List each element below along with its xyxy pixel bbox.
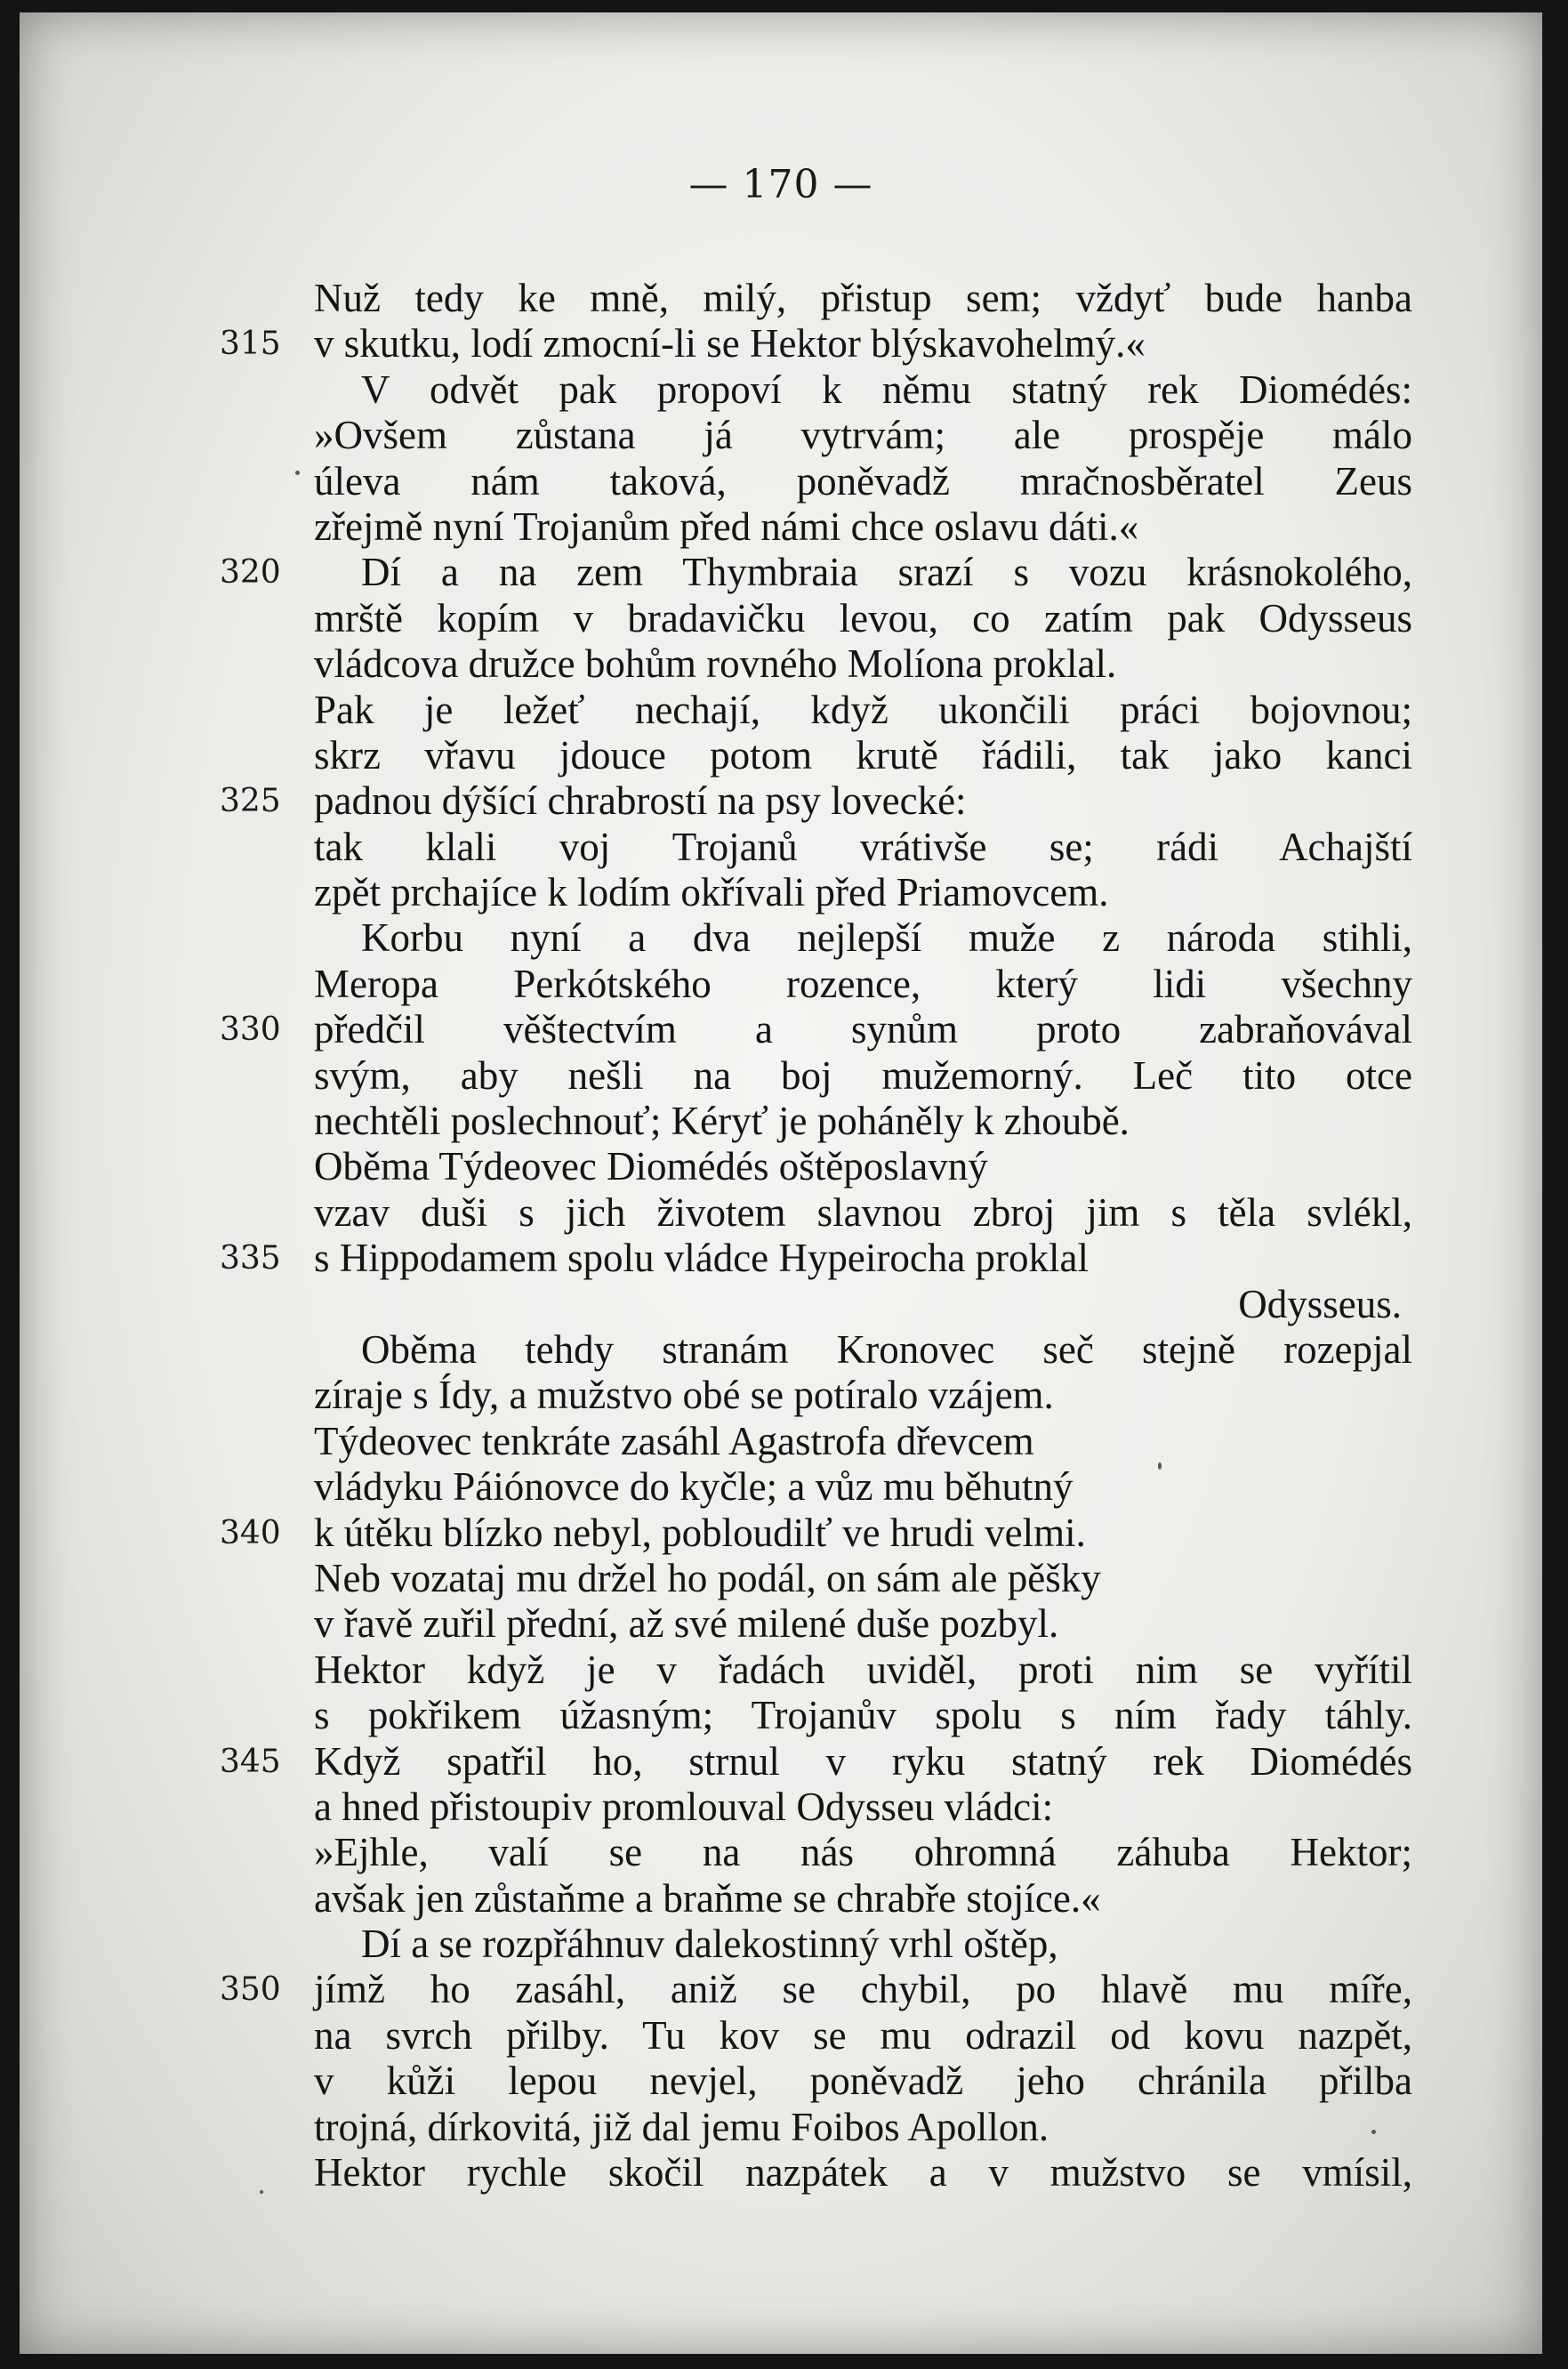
speck xyxy=(260,2190,263,2194)
verse-line-text: Když spatřil ho, strnul v ryku statný rek Diomédés xyxy=(314,1738,1412,1784)
speck xyxy=(1371,2130,1376,2134)
verse-line xyxy=(20,276,1542,321)
verse-line-text: skrz vřavu jdouce potom krutě řádili, tak jako kanci xyxy=(314,732,1412,778)
verse-line xyxy=(20,1236,1542,1281)
verse-line xyxy=(20,1739,1542,1785)
verse-line-text: Pak je ležeť nechají, když ukončili práci bojovnou; xyxy=(314,687,1412,732)
verse-line xyxy=(20,1785,1542,1830)
verse-line-text: s Hippodamem spolu vládce Hypeirocha proklal xyxy=(314,1236,1090,1281)
verse-line xyxy=(20,778,1542,824)
verse-line-text: Oběma Týdeovec Diomédés oštěposlavný xyxy=(314,1144,988,1189)
verse-line-text: Dí a na zem Thymbraia srazí s vozu krásnokolého, xyxy=(361,550,1412,595)
verse-line-text: předčil věštectvím a synům proto zabraňovával xyxy=(314,1007,1412,1052)
verse-line xyxy=(20,1693,1542,1738)
verse-line-text: svým, aby nešli na boj mužemorný. Leč tito otce xyxy=(314,1052,1412,1098)
verse-line-text: avšak jen zůstaňme a braňme se chrabře stojíce.« xyxy=(314,1875,1101,1921)
verse-line xyxy=(20,1053,1542,1099)
verse-line xyxy=(20,733,1542,778)
verse-line xyxy=(20,825,1542,870)
verse-line-text: v skutku, lodí zmocní-li se Hektor blýskavohelmý.« xyxy=(314,321,1146,367)
verse-line-text: Meropa Perkótského rozence, který lidi všechny xyxy=(314,961,1412,1006)
line-number: 345 xyxy=(220,1743,281,1780)
verse-line xyxy=(20,1282,1542,1327)
line-number: 325 xyxy=(220,783,281,820)
verse-line-text: tak klali voj Trojanů vrátivše se; rádi Achajští xyxy=(314,824,1412,869)
verse-line xyxy=(20,688,1542,733)
verse-line xyxy=(20,459,1542,504)
verse-line-text: »Ejhle, valí se na nás ohromná záhuba Hektor; xyxy=(314,1830,1412,1875)
verse-text xyxy=(20,276,1542,2196)
verse-line-text: Odysseus. xyxy=(1238,1281,1402,1326)
verse-line xyxy=(20,2013,1542,2059)
verse-line xyxy=(20,962,1542,1007)
line-number: 340 xyxy=(220,1514,281,1551)
verse-line-text: Korbu nyní a dva nejlepší muže z národa stihli, xyxy=(361,915,1412,961)
line-number: 320 xyxy=(220,554,281,592)
verse-line xyxy=(20,1327,1542,1373)
verse-line-text: vládyku Páiónovce do kyčle; a vůz mu běhutný xyxy=(314,1464,1073,1510)
verse-line-text: jímž ho zasáhl, aniž se chybil, po hlavě mu míře, xyxy=(314,1967,1412,2012)
verse-line-text: na svrch přilby. Tu kov se mu odrazil od kovu nazpět, xyxy=(314,2012,1412,2058)
verse-line xyxy=(20,1511,1542,1556)
verse-line xyxy=(20,550,1542,595)
verse-line xyxy=(20,1648,1542,1693)
line-number: 315 xyxy=(220,326,281,363)
verse-line xyxy=(20,1967,1542,2012)
verse-line xyxy=(20,641,1542,687)
verse-line-text: k útěku blízko nebyl, pobloudilť ve hrudi velmi. xyxy=(314,1510,1086,1555)
verse-line-text: a hned přistoupiv promlouval Odysseu vládci: xyxy=(314,1784,1054,1829)
verse-line-text: V odvět pak propoví k němu statný rek Diomédés: xyxy=(361,367,1412,412)
verse-line xyxy=(20,870,1542,915)
line-number: 330 xyxy=(220,1011,281,1049)
verse-line xyxy=(20,504,1542,550)
verse-line xyxy=(20,596,1542,641)
verse-line-text: padnou dýšící chrabrostí na psy lovecké: xyxy=(314,778,967,824)
verse-line-text: zřejmě nyní Trojanům před námi chce oslavu dáti.« xyxy=(314,504,1139,549)
verse-line xyxy=(20,1464,1542,1510)
verse-line-text: Dí a se rozpřáhnuv dalekostinný vrhl oštěp, xyxy=(361,1922,1058,1967)
verse-line xyxy=(20,1099,1542,1144)
verse-line-text: mrště kopím v bradavičku levou, co zatím pak Odysseus xyxy=(314,595,1412,641)
verse-line-text: zpět prchajíce k lodím okřívali před Priamovcem. xyxy=(314,870,1109,915)
verse-line-text: »Ovšem zůstana já vytrvám; ale prospěje málo xyxy=(314,413,1412,458)
verse-line xyxy=(20,1830,1542,1875)
verse-line-text: Oběma tehdy stranám Kronovec seč stejně rozepjal xyxy=(361,1326,1412,1372)
verse-line-text: nechtěli poslechnouť; Kéryť je poháněly k zhoubě. xyxy=(314,1099,1130,1144)
line-number: 350 xyxy=(220,1971,281,2009)
verse-line xyxy=(20,2059,1542,2104)
verse-line xyxy=(20,413,1542,458)
verse-line-text: Hektor když je v řadách uviděl, proti nim se vyřítil xyxy=(314,1647,1412,1692)
verse-line-text: v kůži lepou nevjel, poněvadž jeho chránila přilba xyxy=(314,2059,1412,2104)
verse-line-text: vládcova družce bohům rovného Molíona proklal. xyxy=(314,641,1117,687)
verse-line xyxy=(20,2150,1542,2196)
page-number: — 170 — xyxy=(688,162,873,207)
verse-line xyxy=(20,1190,1542,1236)
verse-line-text: Hektor rychle skočil nazpátek a v mužstvo se vmísil, xyxy=(314,2150,1412,2196)
verse-line-text: vzav duši s jich životem slavnou zbroj jim s těla svlékl, xyxy=(314,1189,1412,1235)
verse-line-text: úleva nám taková, poněvadž mračnosběratel Zeus xyxy=(314,458,1412,504)
verse-line-text: zíraje s Ídy, a mužstvo obé se potíralo vzájem. xyxy=(314,1373,1054,1418)
line-number: 335 xyxy=(220,1240,281,1277)
verse-line-text: Nuž tedy ke mně, milý, přistup sem; vždyť bude hanba xyxy=(314,276,1412,320)
speck xyxy=(295,471,300,475)
book-page xyxy=(20,12,1542,2354)
verse-line xyxy=(20,1419,1542,1464)
speck xyxy=(1158,1462,1162,1470)
verse-line xyxy=(20,1373,1542,1418)
verse-line-text: trojná, dírkovitá, již dal jemu Foibos Apollon. xyxy=(314,2104,1049,2149)
verse-line xyxy=(20,321,1542,367)
verse-line xyxy=(20,1144,1542,1189)
verse-line xyxy=(20,1922,1542,1967)
verse-line-text: v řavě zuřil přední, až své milené duše pozbyl. xyxy=(314,1601,1059,1647)
verse-line xyxy=(20,915,1542,961)
verse-line xyxy=(20,1556,1542,1601)
verse-line-text: Týdeovec tenkráte zasáhl Agastrofa dřevcem xyxy=(314,1418,1034,1463)
verse-line xyxy=(20,367,1542,413)
verse-line xyxy=(20,2105,1542,2150)
verse-line xyxy=(20,1876,1542,1922)
verse-line-text: Neb vozataj mu držel ho podál, on sám ale pěšky xyxy=(314,1555,1101,1600)
verse-line xyxy=(20,1601,1542,1647)
verse-line-text: s pokřikem úžasným; Trojanův spolu s ním řady táhly. xyxy=(314,1693,1412,1738)
verse-line xyxy=(20,1007,1542,1052)
